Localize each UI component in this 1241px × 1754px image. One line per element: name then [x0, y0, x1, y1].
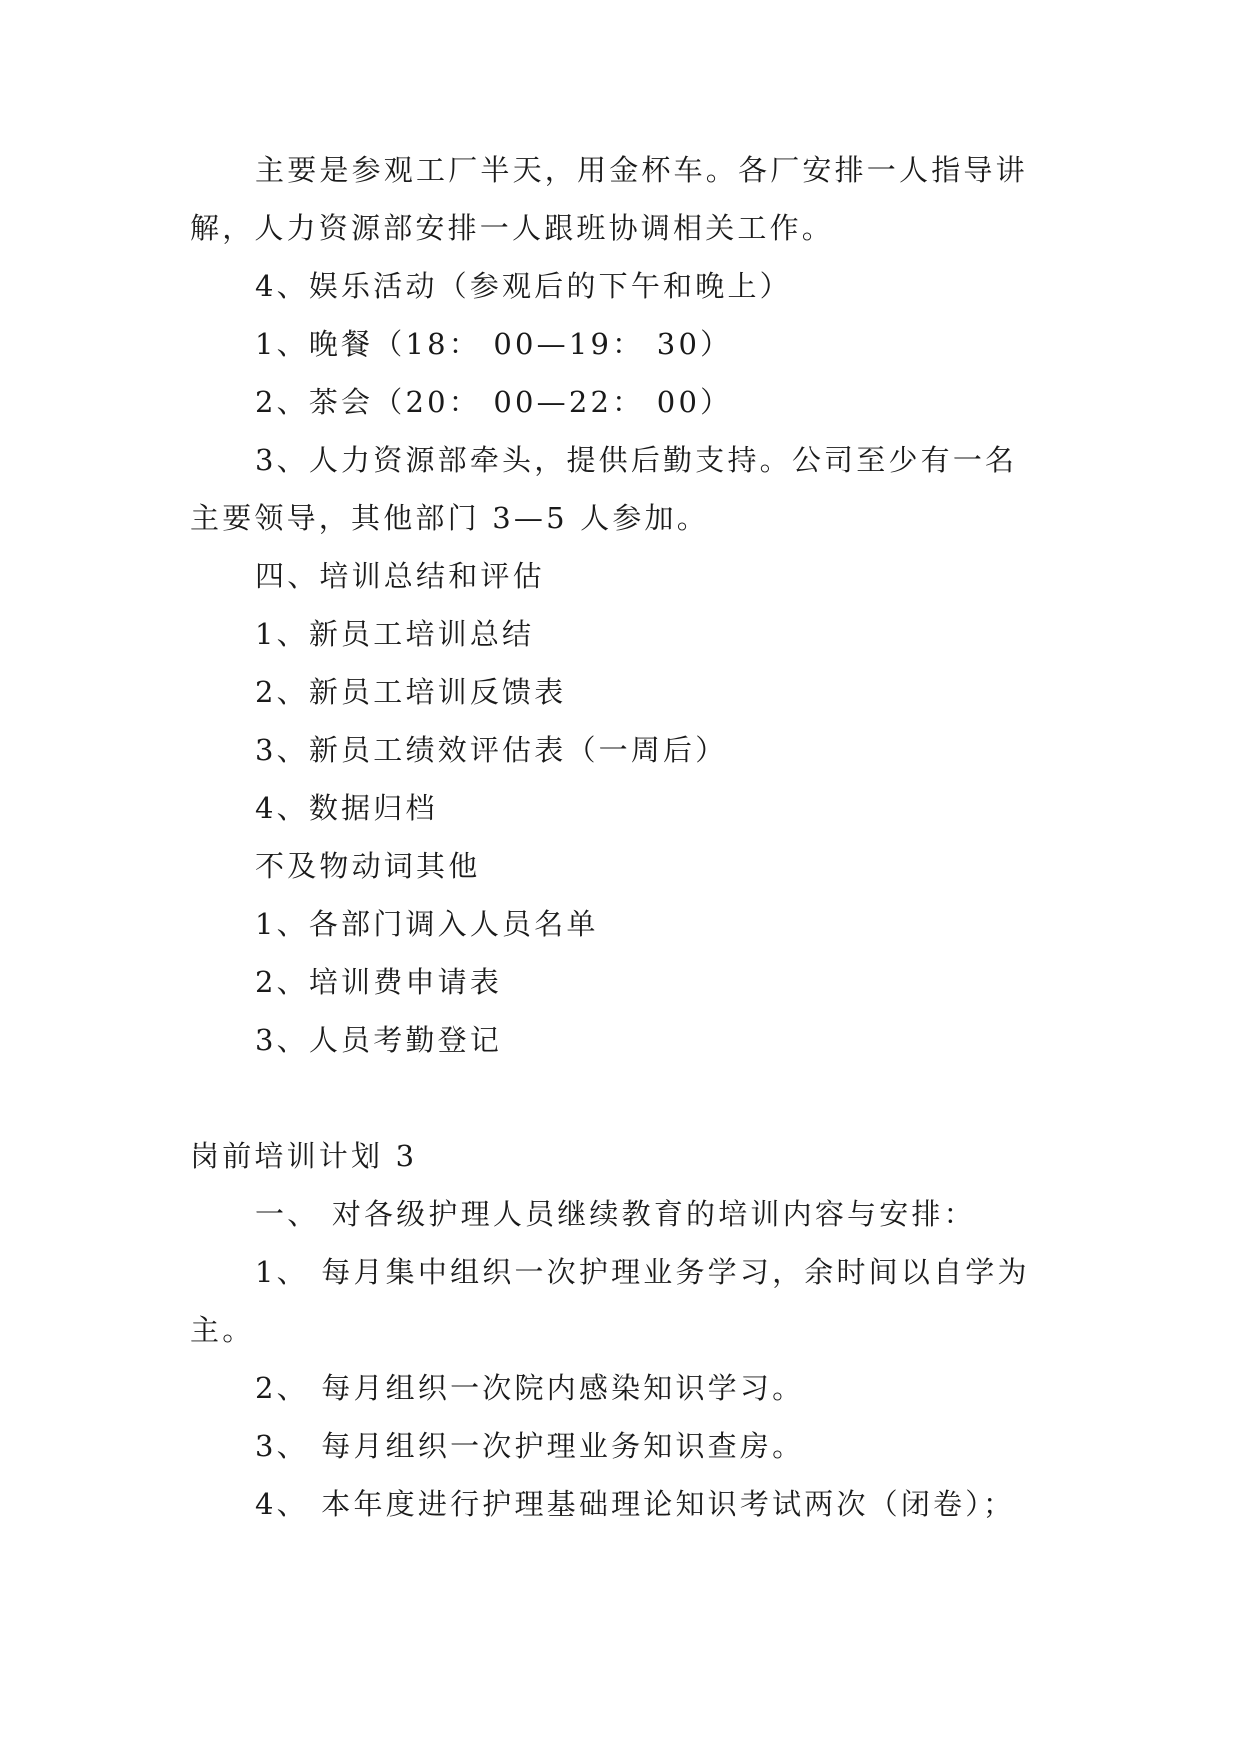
section-heading: 一、 对各级护理人员继续教育的培训内容与安排： — [255, 1197, 976, 1231]
paragraph-line: 解，人力资源部安排一人跟班协调相关工作。 — [190, 211, 835, 245]
list-item: 2、培训费申请表 — [255, 965, 503, 999]
list-item: 2、 每月组织一次院内感染知识学习。 — [255, 1371, 805, 1405]
list-item: 3、人员考勤登记 — [255, 1023, 503, 1057]
list-item: 4、 本年度进行护理基础理论知识考试两次（闭卷）； — [255, 1487, 1016, 1521]
paragraph-line: 3、人力资源部牵头，提供后勤支持。公司至少有一名 — [255, 443, 1018, 477]
list-item: 2、新员工培训反馈表 — [255, 675, 567, 709]
paragraph-line: 2、茶会（20： 00—22： 00） — [255, 385, 733, 419]
paragraph-line: 1、晚餐（18： 00—19： 30） — [255, 327, 733, 361]
paragraph-line: 4、娱乐活动（参观后的下午和晚上） — [255, 269, 792, 303]
document-title: 岗前培训计划 3 — [190, 1139, 418, 1173]
section-heading: 四、培训总结和评估 — [255, 559, 545, 593]
list-item: 3、新员工绩效评估表（一周后） — [255, 733, 728, 767]
paragraph-line: 主。 — [190, 1313, 255, 1347]
list-item: 1、 每月集中组织一次护理业务学习，余时间以自学为 — [255, 1255, 1030, 1289]
list-item: 3、 每月组织一次护理业务知识查房。 — [255, 1429, 805, 1463]
list-item: 1、各部门调入人员名单 — [255, 907, 599, 941]
list-item: 4、数据归档 — [255, 791, 438, 825]
list-item: 1、新员工培训总结 — [255, 617, 535, 651]
paragraph-line: 主要领导，其他部门 3—5 人参加。 — [190, 501, 709, 535]
paragraph-line: 主要是参观工厂半天，用金杯车。各厂安排一人指导讲 — [255, 153, 1028, 187]
section-heading: 不及物动词其他 — [255, 849, 481, 883]
